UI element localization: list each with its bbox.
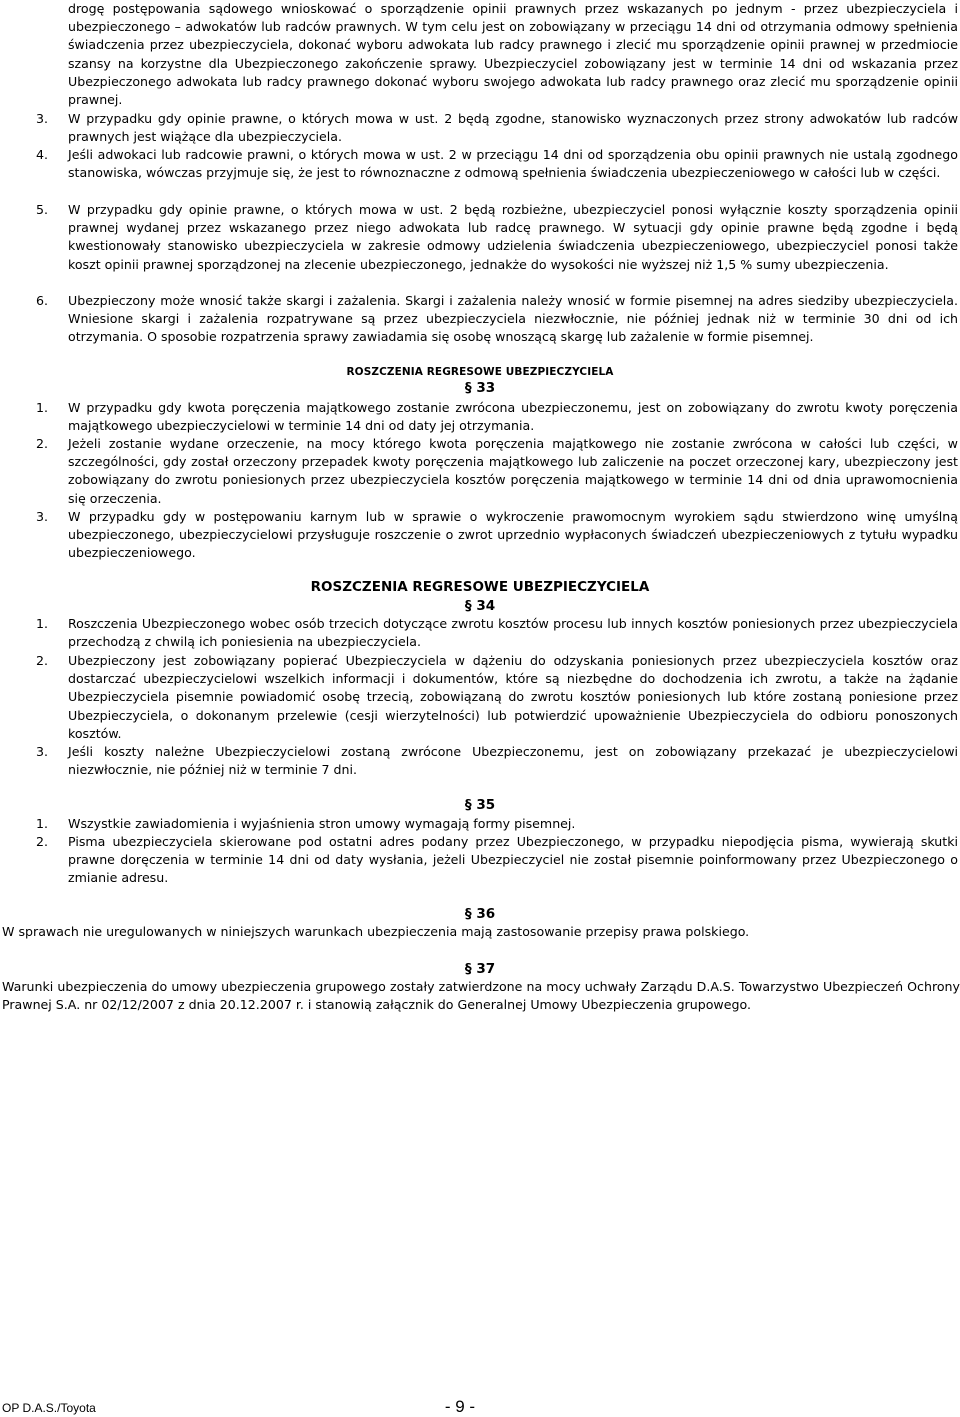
list-item: Jeśli adwokaci lub radcowie prawni, o których mowa w ust. 2 w przeciągu 14 dni od sporządzenia obu opinii prawnych nie ustalą zgodnego stanowiska, wówczas przyjmuje się, że jest to równoznaczne z odmową spełnienia świadczenia ubezpieczeniowego w całości lub w części. — [68, 147, 958, 181]
item-number: 2. — [36, 436, 49, 451]
paragraph: Warunki ubezpieczenia do umowy ubezpieczenia grupowego zostały zatwierdzone na mocy uchwały Zarządu D.A.S. Towarzystwo Ubezpieczeń Ochrony Prawnej S.A. nr 02/12/2007 z dnia 20.12.2007 r. i stanowią załącznik do Generalnej Umowy Ubezpieczenia grupowego. — [2, 979, 960, 1013]
list-item: Jeżeli zostanie wydane orzeczenie, na mocy którego kwota poręczenia majątkowego nie zostanie zwrócona w całości lub części, w szczególności, gdy został orzeczony przepadek kwoty poręczenia majątkowego lub zaliczenie na poczet orzeczonej kary, ubezpieczony jest zobowiązany do zwrotu poniesionych przez ubezpieczyciela kosztów poręczenia majątkowego w terminie 14 dni od dnia uprawomocnienia się orzeczenia. — [68, 436, 958, 506]
section-heading: ROSZCZENIA REGRESOWE UBEZPIECZYCIELA — [310, 579, 650, 595]
page-number: - 9 - — [444, 1397, 476, 1416]
item-number: 1. — [36, 616, 49, 631]
item-number: 2. — [36, 834, 49, 849]
list-item: Pisma ubezpieczyciela skierowane pod ostatni adres podany przez Ubezpieczonego, w przypadku niepodjęcia pisma, wywierają skutki prawne doręczenia w terminie 14 dni od daty wysłania, jeżeli Ubezpieczyciel nie został pisemnie poinformowany przez Ubezpieczonego o zmianie adresu. — [68, 834, 958, 886]
section-number: § 37 — [464, 961, 496, 977]
paragraph: W sprawach nie uregulowanych w niniejszych warunkach ubezpieczenia mają zastosowanie przepisy prawa polskiego. — [2, 924, 750, 939]
item-number: 4. — [36, 147, 49, 162]
item-number: 1. — [36, 816, 49, 831]
list-item: Roszczenia Ubezpieczonego wobec osób trzecich dotyczące zwrotu kosztów procesu lub innych kosztów poniesionych przez ubezpieczyciela przechodzą z chwilą ich poniesienia na ubezpieczyciela. — [68, 616, 958, 650]
section-number: § 36 — [464, 906, 496, 922]
section-number: § 34 — [464, 598, 496, 614]
item-number: 6. — [36, 293, 49, 308]
list-item: W przypadku gdy opinie prawne, o których mowa w ust. 2 będą rozbieżne, ubezpieczyciel ponosi wyłącznie koszty sporządzenia opinii prawnej wydanej przez wskazanego przez niego adwokata lub radcę prawnego. W sytuacji gdy opinie prawne będą zgodne i będą kwestionowały stanowisko ubezpieczyciela w zakresie odmowy udzielenia świadczenia ubezpieczeniowego, ubezpieczyciel ponosi także koszt opinii prawnej sporządzonej na zlecenie ubezpieczonego, jednakże do wysokości nie wyższej niż 1,5 % sumy ubezpieczenia. — [68, 202, 958, 272]
section-number: § 33 — [464, 380, 496, 396]
list-item: Ubezpieczony jest zobowiązany popierać Ubezpieczyciela w dążeniu do odzyskania poniesionych przez ubezpieczyciela kosztów oraz dostarczać ubezpieczycielowi wszelkich informacji i dokumentów, które są niezbędne do dochodzenia ich zwrotu, a także na żądanie Ubezpieczyciela pisemnie powiadomić osobę trzecią, zobowiązaną do zwrotu kosztów poniesionych lub które zostaną poniesione przez Ubezpieczyciela, o dokonanym przelewie (cesji wierzytelności) lub potwierdzić upoważnienie Ubezpieczyciela do odbioru ponoszonych kosztów. — [68, 653, 958, 741]
list-item: Wszystkie zawiadomienia i wyjaśnienia stron umowy wymagają formy pisemnej. — [68, 816, 576, 831]
item-number: 3. — [36, 111, 49, 126]
list-item: Ubezpieczony może wnosić także skargi i zażalenia. Skargi i zażalenia należy wnosić w formie pisemnej na adres siedziby ubezpieczyciela. Wniesione skargi i zażalenia rozpatrywane są przez ubezpieczyciela niezwłocznie, nie później jednak niż w terminie 30 dni od ich otrzymania. O sposobie rozpatrzenia sprawy zawiadamia się osobę wnoszącą skargę lub zażalenie w formie pisemnej. — [68, 293, 958, 345]
item-number: 2. — [36, 653, 49, 668]
section-number: § 35 — [464, 797, 496, 813]
list-item: W przypadku gdy kwota poręczenia majątkowego zostanie zwrócona ubezpieczonemu, jest on zobowiązany do zwrotu kwoty poręczenia majątkowego ubezpieczycielowi w terminie 14 dni od daty jej otrzymania. — [68, 400, 958, 434]
footer-label: OP D.A.S./Toyota — [2, 1401, 96, 1415]
section-heading: ROSZCZENIA REGRESOWE UBEZPIECZYCIELA — [346, 366, 614, 378]
item-number: 5. — [36, 202, 49, 217]
list-item: W przypadku gdy opinie prawne, o których mowa w ust. 2 będą zgodne, stanowisko wyznaczonych przez strony adwokatów lub radców prawnych jest wiążące dla ubezpieczyciela. — [68, 111, 958, 145]
item-number: 3. — [36, 744, 49, 759]
item-number: 3. — [36, 509, 49, 524]
continuation-paragraph: drogę postępowania sądowego wnioskować o sporządzenie opinii prawnych przez wskazanych po jednym - przez ubezpieczyciela i ubezpieczonego – adwokatów lub radców prawnych. W tym celu jest on zobowiązany w przeciągu 14 dni od otrzymania odmowy spełnienia świadczenia przez ubezpieczyciela, dokonać wyboru adwokata lub radcy prawnego i zlecić mu sporządzenie opinii prawnej w przedmiocie szansy na korzystne dla Ubezpieczonego zakończenie sprawy. Ubezpieczyciel zobowiązany jest w terminie 14 dni od wskazania przez Ubezpieczonego adwokata lub radcy prawnego dokonać wyboru swojego adwokata lub radcy prawnego oraz zlecić mu sporządzenie opinii prawnej. — [68, 1, 958, 108]
item-number: 1. — [36, 400, 49, 415]
list-item: Jeśli koszty należne Ubezpieczycielowi zostaną zwrócone Ubezpieczonemu, jest on zobowiązany przekazać je ubezpieczycielowi niezwłocznie, nie później niż w terminie 7 dni. — [68, 744, 958, 778]
list-item: W przypadku gdy w postępowaniu karnym lub w sprawie o wykroczenie prawomocnym wyrokiem sądu stwierdzono winę umyślną ubezpieczonego, ubezpieczycielowi przysługuje roszczenie o zwrot uprzednio wypłaconych świadczeń ubezpieczeniowych z tytułu wypadku ubezpieczeniowego. — [68, 509, 958, 561]
